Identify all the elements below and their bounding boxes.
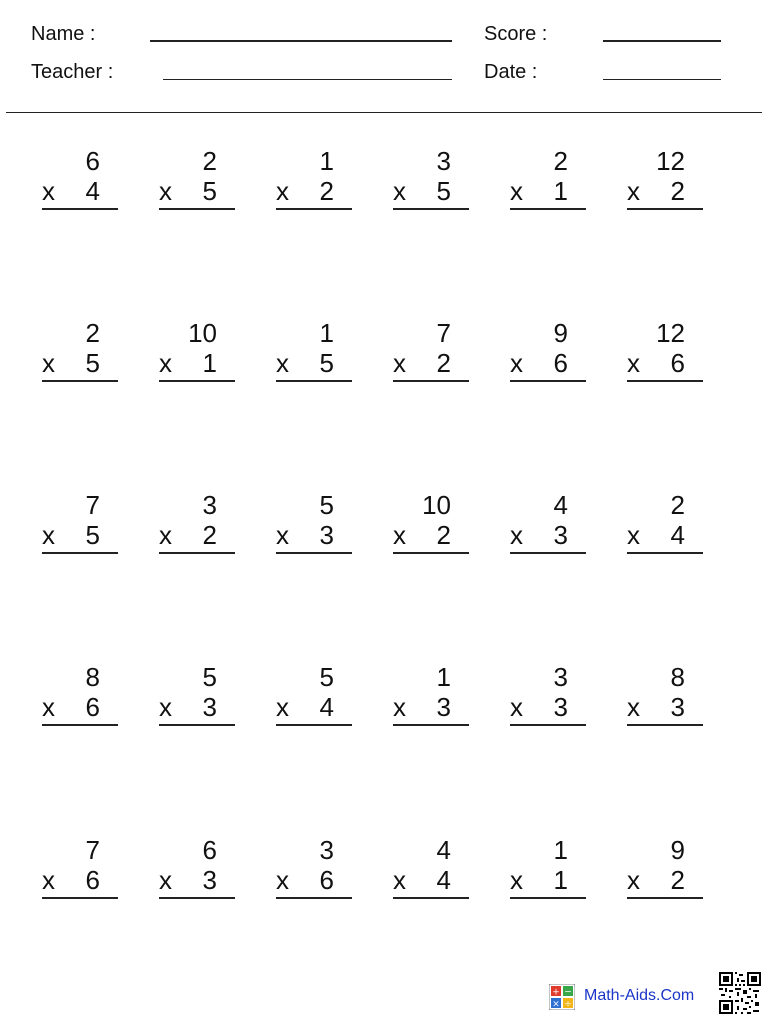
- top-number: 3: [319, 835, 334, 865]
- bottom-number: 1: [202, 348, 217, 378]
- top-number: 5: [202, 662, 217, 692]
- multiply-sign: x: [276, 520, 289, 550]
- bottom-number: 4: [670, 520, 685, 550]
- multiply-sign: x: [276, 176, 289, 206]
- problem: [627, 490, 703, 550]
- problem: [159, 662, 235, 722]
- bottom-number: 4: [85, 176, 100, 206]
- bottom-number: 2: [202, 520, 217, 550]
- problem: [393, 662, 469, 722]
- problem: [159, 490, 235, 550]
- multiply-sign: x: [159, 520, 172, 550]
- multiply-sign: x: [627, 176, 640, 206]
- multiply-sign: x: [159, 176, 172, 206]
- answer-line[interactable]: [276, 897, 352, 899]
- multiply-sign: x: [393, 865, 406, 895]
- top-number: 1: [436, 662, 451, 692]
- answer-line[interactable]: [510, 552, 586, 554]
- top-number: 12: [656, 318, 685, 348]
- top-number: 2: [553, 146, 568, 176]
- problem: [276, 490, 352, 550]
- problem: [627, 662, 703, 722]
- problem: [276, 318, 352, 378]
- problem: [42, 318, 118, 378]
- answer-line[interactable]: [42, 208, 118, 210]
- top-number: 3: [553, 662, 568, 692]
- bottom-number: 3: [202, 692, 217, 722]
- bottom-number: 6: [85, 692, 100, 722]
- bottom-number: 3: [319, 520, 334, 550]
- problem: [393, 835, 469, 895]
- math-aids-logo-icon: [549, 984, 575, 1010]
- answer-line[interactable]: [276, 208, 352, 210]
- top-number: 1: [319, 318, 334, 348]
- problem: [42, 835, 118, 895]
- qr-code-icon: [719, 972, 761, 1014]
- multiply-sign: x: [510, 692, 523, 722]
- problem: [159, 835, 235, 895]
- multiply-sign: x: [510, 865, 523, 895]
- top-number: 8: [85, 662, 100, 692]
- top-number: 9: [670, 835, 685, 865]
- math-aids-link[interactable]: Math-Aids.Com: [584, 987, 695, 1004]
- answer-line[interactable]: [627, 724, 703, 726]
- bottom-number: 2: [670, 176, 685, 206]
- multiply-sign: x: [627, 692, 640, 722]
- bottom-number: 1: [553, 865, 568, 895]
- answer-line[interactable]: [42, 897, 118, 899]
- svg-text:÷: ÷: [564, 999, 572, 1010]
- top-number: 2: [202, 146, 217, 176]
- bottom-number: 1: [553, 176, 568, 206]
- multiply-sign: x: [510, 348, 523, 378]
- problem: [42, 146, 118, 206]
- multiply-sign: x: [627, 520, 640, 550]
- problem: [42, 662, 118, 722]
- multiply-sign: x: [276, 865, 289, 895]
- problem: [393, 318, 469, 378]
- top-number: 5: [319, 490, 334, 520]
- answer-line[interactable]: [510, 724, 586, 726]
- answer-line[interactable]: [159, 208, 235, 210]
- top-number: 1: [319, 146, 334, 176]
- problem: [510, 490, 586, 550]
- bottom-number: 4: [319, 692, 334, 722]
- name-label: Name :: [31, 23, 96, 45]
- problem: [393, 146, 469, 206]
- multiply-sign: x: [42, 348, 55, 378]
- answer-line[interactable]: [510, 208, 586, 210]
- bottom-number: 6: [670, 348, 685, 378]
- problem: [627, 146, 703, 206]
- top-number: 6: [202, 835, 217, 865]
- bottom-number: 6: [553, 348, 568, 378]
- multiply-sign: x: [627, 348, 640, 378]
- top-number: 6: [85, 146, 100, 176]
- bottom-number: 6: [85, 865, 100, 895]
- top-number: 2: [670, 490, 685, 520]
- bottom-number: 3: [670, 692, 685, 722]
- top-number: 12: [656, 146, 685, 176]
- bottom-number: 2: [436, 348, 451, 378]
- teacher-label: Teacher :: [31, 61, 114, 83]
- bottom-number: 5: [202, 176, 217, 206]
- problem: [510, 146, 586, 206]
- answer-line[interactable]: [627, 208, 703, 210]
- answer-line[interactable]: [276, 552, 352, 554]
- bottom-number: 2: [319, 176, 334, 206]
- multiply-sign: x: [159, 692, 172, 722]
- top-number: 1: [553, 835, 568, 865]
- answer-line[interactable]: [159, 552, 235, 554]
- multiply-sign: x: [276, 692, 289, 722]
- problem: [159, 318, 235, 378]
- answer-line[interactable]: [393, 552, 469, 554]
- top-number: 7: [85, 490, 100, 520]
- top-number: 7: [85, 835, 100, 865]
- multiply-sign: x: [159, 865, 172, 895]
- top-number: 8: [670, 662, 685, 692]
- bottom-number: 5: [85, 348, 100, 378]
- bottom-number: 3: [202, 865, 217, 895]
- bottom-number: 5: [319, 348, 334, 378]
- svg-text:−: −: [564, 987, 572, 998]
- score-label: Score :: [484, 23, 548, 45]
- problem: [510, 318, 586, 378]
- top-number: 5: [319, 662, 334, 692]
- multiply-sign: x: [42, 865, 55, 895]
- answer-line[interactable]: [627, 552, 703, 554]
- multiply-sign: x: [393, 692, 406, 722]
- multiply-sign: x: [510, 520, 523, 550]
- answer-line[interactable]: [42, 724, 118, 726]
- problem: [393, 490, 469, 550]
- svg-text:+: +: [552, 987, 560, 998]
- answer-line[interactable]: [510, 380, 586, 382]
- answer-line[interactable]: [276, 724, 352, 726]
- multiply-sign: x: [393, 520, 406, 550]
- top-number: 4: [553, 490, 568, 520]
- answer-line[interactable]: [159, 380, 235, 382]
- top-number: 4: [436, 835, 451, 865]
- answer-line[interactable]: [159, 724, 235, 726]
- top-number: 2: [85, 318, 100, 348]
- top-number: 3: [436, 146, 451, 176]
- top-number: 10: [188, 318, 217, 348]
- multiply-sign: x: [42, 692, 55, 722]
- answer-line[interactable]: [393, 724, 469, 726]
- problem: [627, 835, 703, 895]
- problem: [276, 835, 352, 895]
- answer-line[interactable]: [393, 380, 469, 382]
- svg-text:×: ×: [552, 999, 560, 1010]
- bottom-number: 3: [553, 520, 568, 550]
- top-number: 10: [422, 490, 451, 520]
- multiply-sign: x: [510, 176, 523, 206]
- bottom-number: 3: [553, 692, 568, 722]
- answer-line[interactable]: [393, 897, 469, 899]
- bottom-number: 5: [85, 520, 100, 550]
- multiply-sign: x: [42, 520, 55, 550]
- answer-line[interactable]: [42, 552, 118, 554]
- multiply-sign: x: [627, 865, 640, 895]
- top-number: 7: [436, 318, 451, 348]
- multiply-sign: x: [159, 348, 172, 378]
- answer-line[interactable]: [276, 380, 352, 382]
- top-number: 9: [553, 318, 568, 348]
- answer-line[interactable]: [510, 897, 586, 899]
- date-label: Date :: [484, 61, 538, 83]
- answer-line[interactable]: [393, 208, 469, 210]
- multiply-sign: x: [393, 176, 406, 206]
- problem: [159, 146, 235, 206]
- problem: [276, 146, 352, 206]
- multiply-sign: x: [276, 348, 289, 378]
- problem: [42, 490, 118, 550]
- problem: [510, 835, 586, 895]
- bottom-number: 6: [319, 865, 334, 895]
- bottom-number: 2: [670, 865, 685, 895]
- answer-line[interactable]: [627, 897, 703, 899]
- answer-line[interactable]: [159, 897, 235, 899]
- answer-line[interactable]: [627, 380, 703, 382]
- bottom-number: 3: [436, 692, 451, 722]
- bottom-number: 2: [436, 520, 451, 550]
- bottom-number: 5: [436, 176, 451, 206]
- problem: [510, 662, 586, 722]
- problem: [627, 318, 703, 378]
- problem: [276, 662, 352, 722]
- bottom-number: 4: [436, 865, 451, 895]
- multiply-sign: x: [42, 176, 55, 206]
- answer-line[interactable]: [42, 380, 118, 382]
- top-number: 3: [202, 490, 217, 520]
- multiply-sign: x: [393, 348, 406, 378]
